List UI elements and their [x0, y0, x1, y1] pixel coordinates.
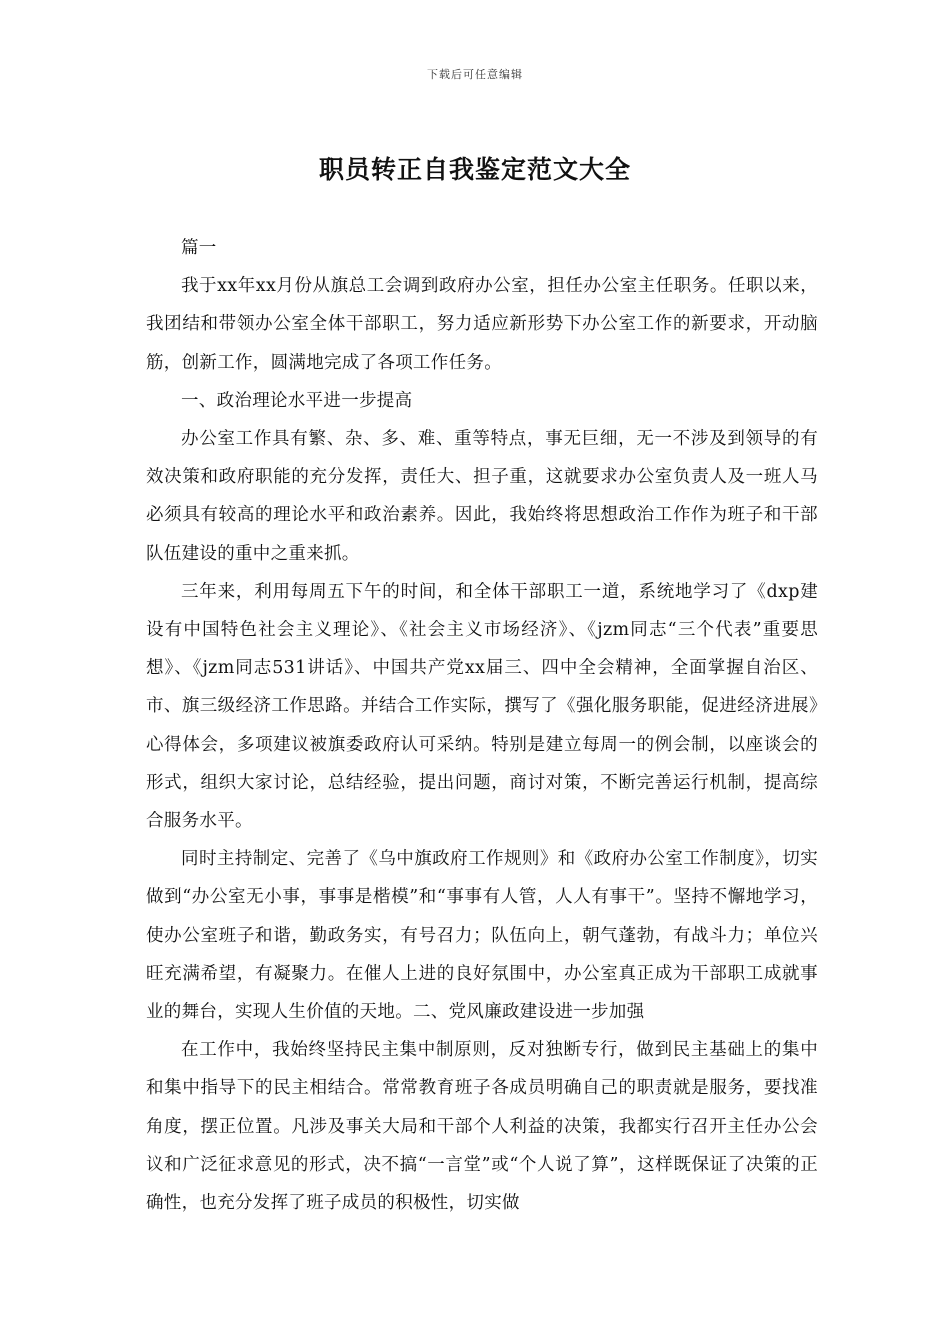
- body-paragraph: 在工作中，我始终坚持民主集中制原则，反对独断专行，做到民主基础上的集中和集中指导下的民主相结合。常常教育班子各成员明确自己的职责就是服务，要找准角度，摆正位置。凡涉及事关大局和干部个人利益的决策，我都实行召开主任办公会议和广泛征求意见的形式，决不搞“一言堂”或“个人说了算”，这样既保证了决策的正确性，也充分发挥了班子成员的积极性，切实做: [146, 1040, 818, 1214]
- document-body: [146, 229, 818, 1222]
- body-paragraph: 同时主持制定、完善了《乌中旗政府工作规则》和《政府办公室工作制度》，切实做到“办公室无小事，事事是楷模”和“事事有人管，人人有事干”。坚持不懈地学习，使办公室班子和谐，勤政务实，有号召力；队伍向上，朝气蓬勃，有战斗力；单位兴旺充满希望，有凝聚力。在催人上进的良好氛围中，办公室真正成为干部职工成就事业的舞台，实现人生价值的天地。二、党风廉政建设进一步加强: [146, 849, 818, 1023]
- section-label: 篇一: [181, 238, 217, 258]
- body-paragraph: 我于xx年xx月份从旗总工会调到政府办公室，担任办公室主任职务。任职以来，我团结和带领办公室全体干部职工，努力适应新形势下办公室工作的新要求，开动脑筋，创新工作，圆满地完成了各项工作任务。: [146, 276, 818, 373]
- section-heading: 一、政治理论水平进一步提高: [181, 390, 413, 411]
- header-note: 下载后可任意编辑: [427, 68, 523, 81]
- body-paragraph: 三年来，利用每周五下午的时间，和全体干部职工一道，系统地学习了《dxp建设有中国特色社会主义理论》、《社会主义市场经济》、《jzm同志“三个代表”重要思想》、《jzm同志531讲话》、中国共产党xx届三、四中全会精神，全面掌握自治区、市、旗三级经济工作思路。并结合工作实际，撰写了《强化服务职能，促进经济进展》心得体会，多项建议被旗委政府认可采纳。特别是建立每周一的例会制，以座谈会的形式，组织大家讨论，总结经验，提出问题，商讨对策，不断完善运行机制，提高综合服务水平。: [146, 581, 818, 832]
- body-paragraph: 办公室工作具有繁、杂、多、难、重等特点，事无巨细，无一不涉及到领导的有效决策和政府职能的充分发挥，责任大、担子重，这就要求办公室负责人及一班人马必须具有较高的理论水平和政治素养。因此，我始终将思想政治工作作为班子和干部队伍建设的重中之重来抓。: [146, 429, 818, 564]
- document-title: 职员转正自我鉴定范文大全: [318, 155, 631, 184]
